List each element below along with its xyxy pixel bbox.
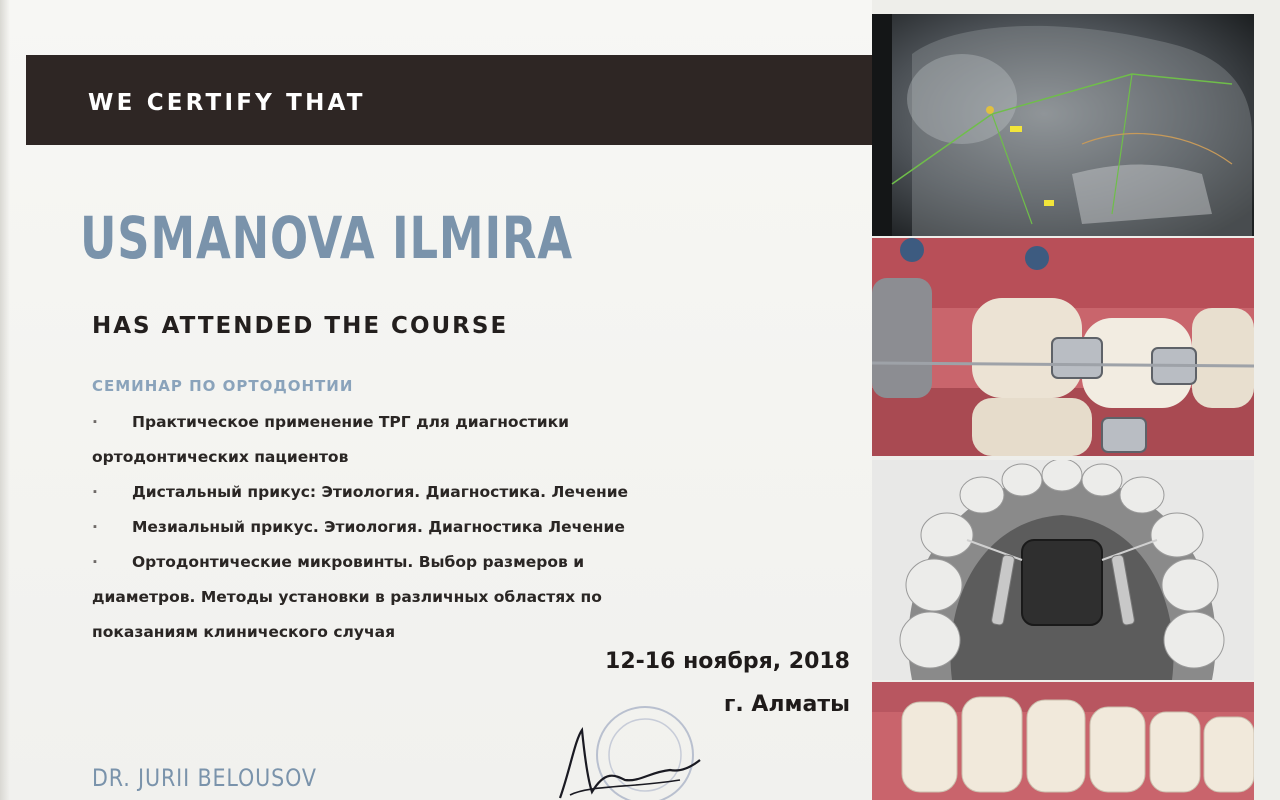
banner-text: WE CERTIFY THAT	[88, 90, 366, 116]
doctor-name: DR. JURII BELOUSOV	[92, 764, 317, 792]
teeth-image	[872, 682, 1254, 800]
stamp-inner-circle	[609, 719, 681, 791]
bullet: ·	[92, 553, 98, 571]
course-date: 12-16 ноября, 2018	[605, 649, 850, 674]
topic-item	[92, 475, 732, 510]
bullet: ·	[92, 483, 98, 501]
attended-text: HAS ATTENDED THE COURSE	[92, 313, 509, 339]
topic-line: Ортодонтические микровинты. Выбор размеров и	[132, 553, 585, 571]
seminar-title: СЕМИНАР ПО ОРТОДОНТИИ	[92, 377, 354, 395]
xray-image	[872, 14, 1254, 236]
bullet: ·	[92, 413, 98, 431]
stamp-circle	[597, 707, 693, 800]
photo-column	[872, 0, 1280, 800]
signature-underline	[570, 780, 680, 795]
topic-line: диаметров. Методы установки в различных областях по	[92, 588, 602, 606]
topic-item	[92, 545, 732, 650]
paper-edge-shadow	[0, 0, 10, 800]
braces-image	[872, 238, 1254, 456]
topic-line: показаниям клинического случая	[92, 623, 396, 641]
topic-item	[92, 510, 732, 545]
appliance-image	[872, 460, 1254, 680]
topic-line: Дистальный прикус: Этиология. Диагностика. Лечение	[132, 483, 629, 501]
bullet: ·	[92, 518, 98, 536]
topic-list	[92, 405, 732, 650]
topic-item	[92, 405, 732, 475]
topic-line: ортодонтических пациентов	[92, 448, 349, 466]
signature-stamp	[530, 700, 710, 800]
topic-line: Практическое применение ТРГ для диагностики	[132, 413, 569, 431]
topic-line: Мезиальный прикус. Этиология. Диагностика Лечение	[132, 518, 625, 536]
recipient-name: USMANOVA ILMIRA	[80, 204, 574, 272]
course-city: г. Алматы	[723, 692, 850, 717]
